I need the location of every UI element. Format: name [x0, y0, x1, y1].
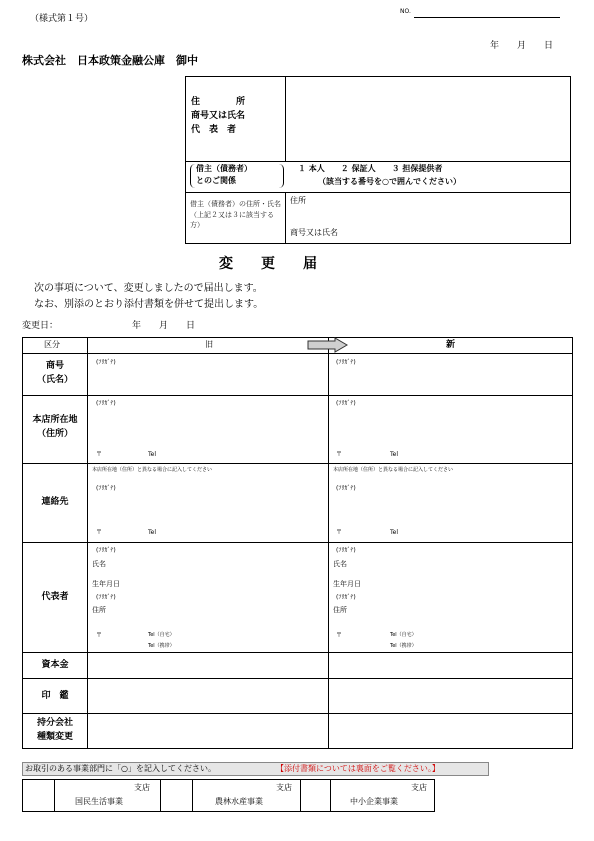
label-trade-name: 商号 （氏名）	[36, 361, 73, 385]
branch-mark-divider-1	[54, 779, 55, 812]
new-contact-note: 本店所在地（住所）と異なる場合に記入してください	[333, 467, 454, 473]
new-hq-postal: 〒	[336, 451, 343, 458]
change-table	[22, 337, 573, 749]
label-hq-address: 本店所在地 （住所）	[32, 415, 78, 439]
row-line-2	[22, 463, 573, 464]
new-rep-furigana: (ﾌﾘｶﾞﾅ)	[336, 547, 356, 554]
label-representative: 代表者	[41, 592, 69, 602]
branch-mark-divider-2	[192, 779, 193, 812]
row-line-5	[22, 678, 573, 679]
old-rep-address: 住所	[92, 606, 106, 614]
relation-label-1: 借主（債務者）	[196, 164, 252, 173]
relation-options: １ 本人 ２ 保証人 ３ 担保提供者	[298, 164, 443, 173]
old-contact-tel: Tel	[148, 529, 157, 536]
debtor-address: 住所	[290, 196, 306, 205]
new-rep-address: 住所	[333, 606, 347, 614]
page-title: 変 更 届	[219, 256, 317, 272]
branch-3-division: 中小企業事業	[350, 797, 398, 806]
branch-divider-2	[300, 779, 301, 812]
debtor-label: 借主（債務者）の住所・氏名（上記２又は３に該当する方）	[190, 200, 281, 229]
row-line-6	[22, 713, 573, 714]
label-contact: 連絡先	[41, 497, 69, 507]
row-line-1	[22, 395, 573, 396]
old-hq-postal: 〒	[96, 451, 103, 458]
old-hq-tel: Tel	[148, 451, 157, 458]
header-old: 旧	[205, 340, 213, 349]
branch-2-division: 農林水産事業	[215, 797, 263, 806]
row-line-header	[22, 353, 573, 354]
old-rep-tel-mobile: Tel（携帯）	[148, 643, 175, 649]
arrow-right-icon	[307, 337, 349, 353]
change-date-value: 年 月 日	[132, 321, 196, 331]
old-contact-postal: 〒	[96, 529, 103, 536]
branch-mark-divider-3	[330, 779, 331, 812]
no-label: NO.	[400, 8, 411, 15]
old-rep-name: 氏名	[92, 560, 106, 568]
name-label: 商号又は氏名	[191, 111, 246, 121]
old-hq-furigana: (ﾌﾘｶﾞﾅ)	[96, 400, 116, 407]
addressee: 株式会社 日本政策金融公庫 御中	[22, 54, 198, 67]
no-underline	[414, 17, 560, 18]
label-company-type: 持分会社 種類変更	[36, 718, 73, 742]
branch-1-division: 国民生活事業	[75, 797, 123, 806]
old-rep-postal: 〒	[96, 632, 103, 639]
new-contact-furigana: (ﾌﾘｶﾞﾅ)	[336, 485, 356, 492]
new-contact-postal: 〒	[336, 529, 343, 536]
old-contact-furigana: (ﾌﾘｶﾞﾅ)	[96, 485, 116, 492]
representative-label: 代 表 者	[191, 125, 237, 135]
new-contact-tel: Tel	[390, 529, 399, 536]
row-line-4	[22, 652, 573, 653]
address-label: 住 所	[191, 97, 246, 107]
table-col-2	[328, 337, 329, 749]
form-number: （様式第１号）	[30, 14, 94, 24]
new-rep-address-furigana: (ﾌﾘｶﾞﾅ)	[336, 594, 356, 601]
new-rep-birthdate: 生年月日	[333, 580, 361, 588]
branch-3-suffix: 支店	[411, 783, 427, 792]
old-rep-address-furigana: (ﾌﾘｶﾞﾅ)	[96, 594, 116, 601]
label-capital: 資本金	[41, 660, 69, 670]
header-new: 新	[446, 340, 456, 350]
old-rep-furigana: (ﾌﾘｶﾞﾅ)	[96, 547, 116, 554]
relation-note: （該当する番号を○で囲んでください）	[318, 177, 461, 186]
table-col-1	[87, 337, 88, 749]
new-rep-postal: 〒	[336, 632, 343, 639]
new-rep-name: 氏名	[333, 560, 347, 568]
branch-2-suffix: 支店	[276, 783, 292, 792]
branch-1-suffix: 支店	[134, 783, 150, 792]
header-category: 区分	[44, 340, 60, 349]
applicant-line-2	[185, 192, 571, 193]
label-seal: 印 鑑	[41, 691, 69, 701]
row-line-3	[22, 542, 573, 543]
relation-label-2: とのご関係	[196, 176, 236, 185]
old-trade-furigana: (ﾌﾘｶﾞﾅ)	[96, 359, 116, 366]
debtor-divider	[285, 192, 286, 244]
old-contact-note: 本店所在地（住所）と異なる場合に記入してください	[92, 467, 213, 473]
new-hq-furigana: (ﾌﾘｶﾞﾅ)	[336, 400, 356, 407]
old-rep-tel-home: Tel（自宅）	[148, 632, 175, 638]
branch-divider-1	[160, 779, 161, 812]
new-trade-furigana: (ﾌﾘｶﾞﾅ)	[336, 359, 356, 366]
new-rep-tel-mobile: Tel（携帯）	[390, 643, 417, 649]
date-label: 年 月 日	[490, 41, 554, 51]
applicant-line-1	[185, 161, 571, 162]
old-rep-birthdate: 生年月日	[92, 580, 120, 588]
new-rep-tel-home: Tel（自宅）	[390, 632, 417, 638]
change-date-label: 変更日：	[22, 321, 59, 331]
new-hq-tel: Tel	[390, 451, 399, 458]
attachment-notice: 【添付書類については裏面をご覧ください。】	[276, 764, 440, 773]
debtor-name: 商号又は氏名	[290, 228, 338, 237]
intro-line-1: 次の事項について、変更しましたので届出します。	[34, 283, 263, 294]
intro-line-2: なお、別添のとおり添付書類を併せて提出します。	[34, 299, 264, 310]
branch-table	[22, 779, 435, 812]
applicant-divider	[285, 76, 286, 161]
division-notice-text: お取引のある事業部門に「○」を記入してください。	[25, 764, 216, 773]
